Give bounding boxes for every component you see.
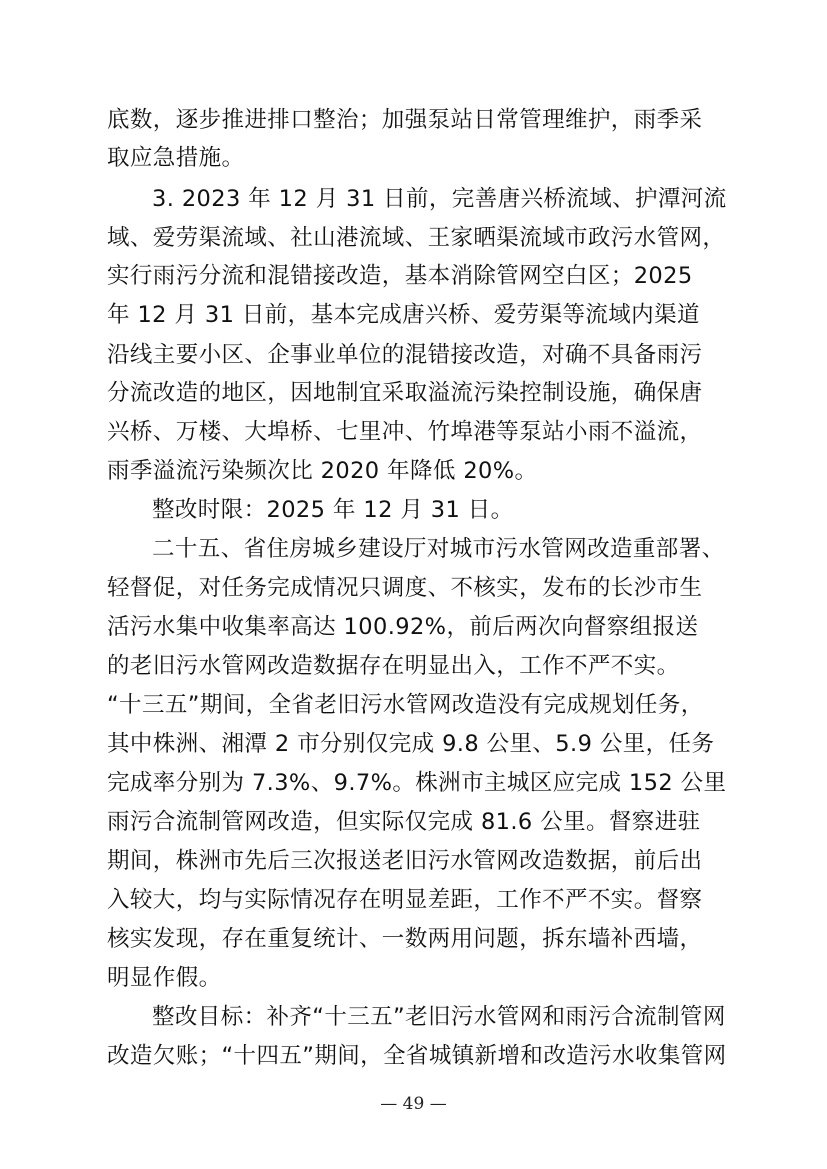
page-number: — 49 — (380, 1094, 447, 1114)
paragraph-line: 完成率分别为 7.3%、9.7%。株洲市主城区应完成 152 公里 (107, 770, 727, 796)
paragraph-line: 入较大，均与实际情况存在明显差距，工作不严不实。督察 (107, 887, 703, 913)
paragraph-line: 改造欠账；“十四五”期间，全省城镇新增和改造污水收集管网 (107, 1043, 727, 1069)
paragraph-line: 域、爱劳渠流域、社山港流域、王家晒渠流域市政污水管网， (107, 225, 726, 251)
paragraph-line: 核实发现，存在重复统计、一数两用问题，拆东墙补西墙， (107, 926, 703, 952)
paragraph-line: “十三五”期间，全省老旧污水管网改造没有完成规划任务， (107, 692, 704, 718)
paragraph-line: 沿线主要小区、企事业单位的混错接改造，对确不具备雨污 (107, 342, 703, 368)
paragraph-line: 取应急措施。 (107, 145, 245, 171)
paragraph-line: 分流改造的地区，因地制宜采取溢流污染控制设施，确保唐 (107, 380, 703, 406)
paragraph-line: 明显作假。 (107, 965, 222, 991)
paragraph-line: 整改时限：2025 年 12 月 31 日。 (152, 497, 514, 523)
paragraph-line: 其中株洲、湘潭 2 市分别仅完成 9.8 公里、5.9 公里，任务 (107, 731, 715, 757)
paragraph-line: 实行雨污分流和混错接改造，基本消除管网空白区；2025 (107, 263, 693, 289)
paragraph-line: 二十五、省住房城乡建设厅对城市污水管网改造重部署、 (152, 536, 725, 562)
paragraph-line: 年 12 月 31 日前，基本完成唐兴桥、爱劳渠等流域内渠道 (107, 302, 700, 328)
paragraph-line: 雨季溢流污染频次比 2020 年降低 20%。 (107, 458, 538, 484)
paragraph-line: 兴桥、万楼、大埠桥、七里冲、竹埠港等泵站小雨不溢流， (107, 419, 703, 445)
paragraph-line: 期间，株洲市先后三次报送老旧污水管网改造数据，前后出 (107, 848, 703, 874)
paragraph-line: 活污水集中收集率高达 100.92%，前后两次向督察组报送 (107, 614, 699, 640)
paragraph-line: 3. 2023 年 12 月 31 日前，完善唐兴桥流域、护潭河流 (152, 186, 727, 212)
paragraph-line: 整改目标：补齐“十三五”老旧污水管网和雨污合流制管网 (152, 1004, 726, 1030)
paragraph-line: 底数，逐步推进排口整治；加强泵站日常管理维护，雨季采 (107, 107, 703, 133)
paragraph-line: 的老旧污水管网改造数据存在明显出入，工作不严不实。 (107, 653, 680, 679)
paragraph-line: 雨污合流制管网改造，但实际仅完成 81.6 公里。督察进驻 (107, 809, 701, 835)
paragraph-line: 轻督促，对任务完成情况只调度、不核实，发布的长沙市生 (107, 575, 703, 601)
